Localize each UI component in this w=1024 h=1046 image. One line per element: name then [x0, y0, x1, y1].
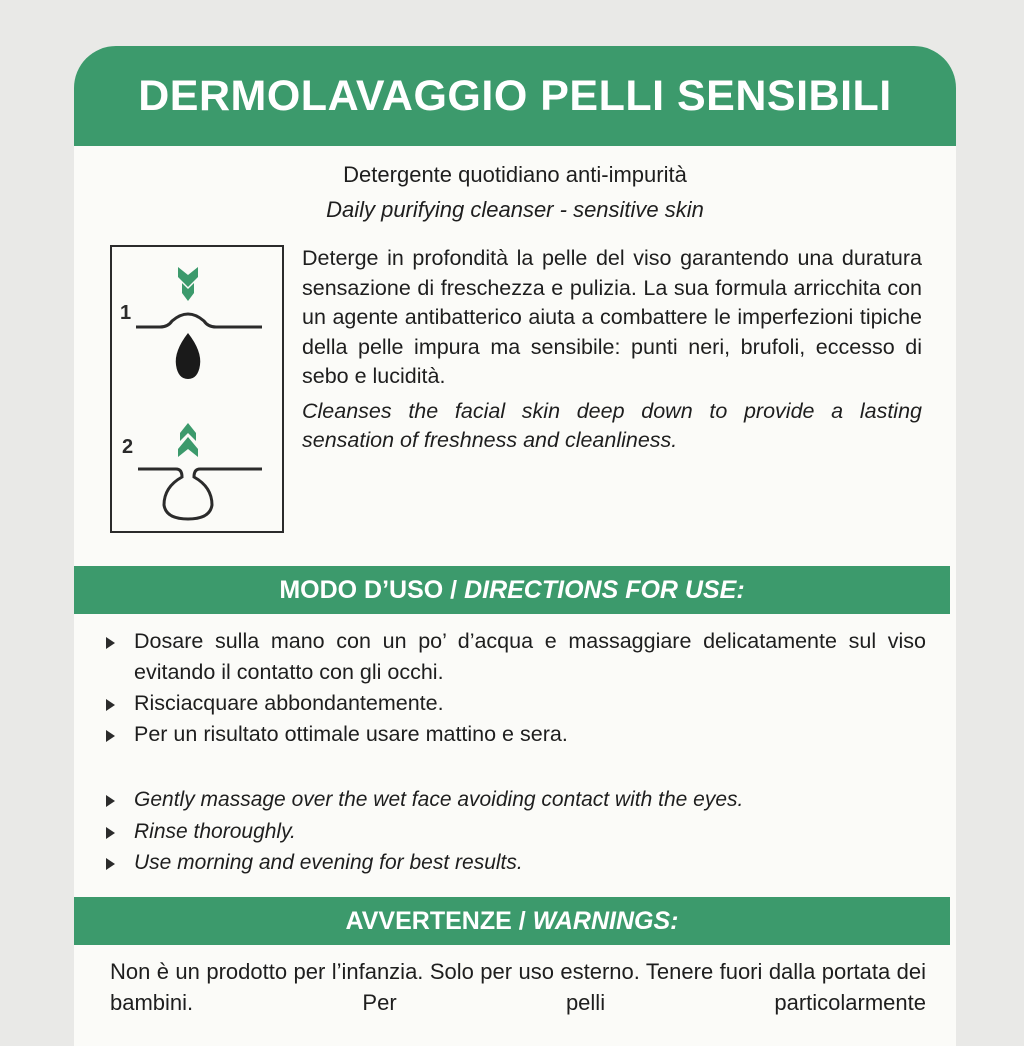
subtitle-english: Daily purifying cleanser - sensitive skin	[326, 197, 704, 222]
bullet-arrow-icon	[106, 730, 115, 742]
list-item: Rinse thoroughly.	[106, 816, 926, 848]
warnings-heading-english: WARNINGS:	[532, 906, 679, 935]
directions-heading-english: DIRECTIONS FOR USE:	[464, 575, 745, 604]
bullet-arrow-icon	[106, 637, 115, 649]
product-title: DERMOLAVAGGIO PELLI SENSIBILI	[138, 71, 892, 120]
title-banner	[74, 46, 956, 146]
subtitle-italian: Detergente quotidiano anti-impurità	[343, 162, 687, 187]
bullet-arrow-icon	[106, 699, 115, 711]
pore-diagram	[110, 245, 284, 533]
list-item: Risciacquare abbondantemente.	[106, 688, 926, 719]
clean-pore-icon	[138, 469, 262, 519]
bullet-arrow-icon	[106, 827, 115, 839]
directions-list-italian	[106, 626, 926, 750]
description-italian: Deterge in profondità la pelle del viso garantendo una duratura sensazione di freschezza e pulizia. La sua formula arricchita con un agente antibatterico aiuta a combattere le imperfezioni tipiche della pelle impura ma sensibile: punti neri, brufoli, eccesso di sebo e lucidità.	[302, 246, 922, 388]
step-1-label: 1	[120, 302, 132, 324]
bullet-arrow-icon	[106, 858, 115, 870]
list-item: Dosare sulla mano con un po’ d’acqua e massaggiare delicatamente sul viso evitando il contatto con gli occhi.	[106, 626, 926, 688]
clogged-pore-icon	[136, 314, 262, 379]
list-item: Gently massage over the wet face avoiding contact with the eyes.	[106, 784, 926, 816]
warnings-heading-italian: AVVERTENZE /	[345, 906, 526, 935]
step-2-label: 2	[122, 436, 134, 458]
bullet-arrow-icon	[106, 795, 115, 807]
product-label	[74, 46, 956, 1046]
product-description	[302, 244, 922, 456]
description-english: Cleanses the facial skin deep down to provide a lasting sensation of freshness and cleanliness.	[302, 398, 922, 452]
list-item: Per un risultato ottimale usare mattino e sera.	[106, 719, 926, 750]
list-item: Use morning and evening for best results.	[106, 847, 926, 879]
directions-heading-italian: MODO D’USO /	[279, 575, 458, 604]
directions-list-english	[106, 784, 926, 879]
arrow-down-icon	[178, 267, 198, 301]
warnings-text: Non è un prodotto per l’infanzia. Solo per uso esterno. Tenere fuori dalla portata dei bambini. Per pelli particolarmente	[110, 959, 926, 1015]
directions-heading	[74, 566, 950, 614]
warnings-heading	[74, 897, 950, 945]
arrow-up-icon	[178, 423, 198, 457]
